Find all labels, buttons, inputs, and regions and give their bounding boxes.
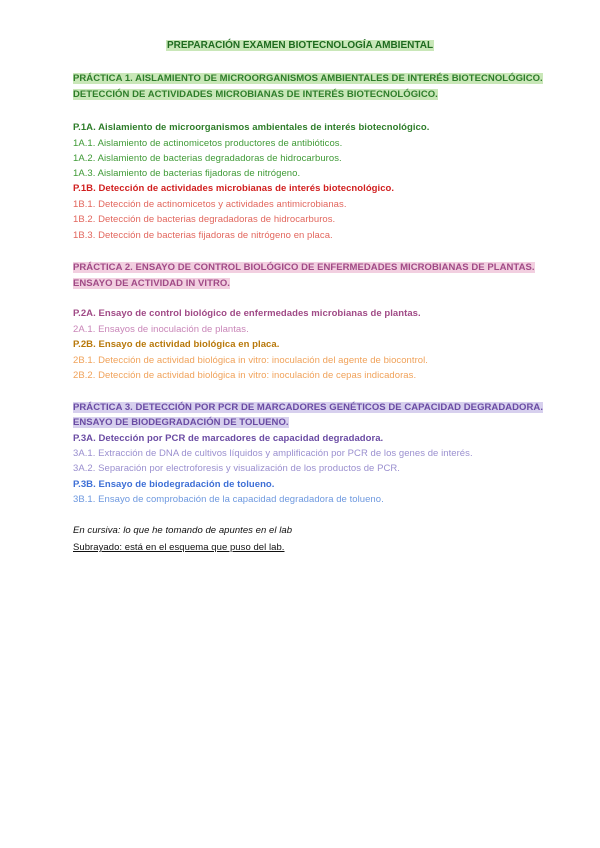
practica1-heading-line2: DETECCIÓN DE ACTIVIDADES MICROBIANAS DE INTERÉS BIOTECNOLÓGICO. xyxy=(73,89,438,100)
practica3-heading-line2: ENSAYO DE BIODEGRADACIÓN DE TOLUENO. xyxy=(73,417,289,428)
practica2-item-2b1: 2B.1. Detección de actividad biológica in vitro: inoculación del agente de biocontrol. xyxy=(73,355,428,366)
practica1-item-1b2: 1B.2. Detección de bacterias degradadoras de hidrocarburos. xyxy=(73,214,336,225)
practica1-heading-line1: PRÁCTICA 1. AISLAMIENTO DE MICROORGANISMOS AMBIENTALES DE INTERÉS BIOTECNOLÓGICO. xyxy=(73,73,543,84)
practica1-item-1a1: 1A.1. Aislamiento de actinomicetos productores de antibióticos. xyxy=(73,138,343,149)
legend-italic-note: En cursiva: lo que he tomando de apuntes en el lab xyxy=(73,525,293,536)
practica3-item-p3a: P.3A. Detección por PCR de marcadores de capacidad degradadora. xyxy=(73,433,384,444)
practica2-item-2a1: 2A.1. Ensayos de inoculación de plantas. xyxy=(73,324,249,335)
practica1-item-1b3: 1B.3. Detección de bacterias fijadoras de nitrógeno en placa. xyxy=(73,230,333,241)
practica3-item-3a1: 3A.1. Extracción de DNA de cultivos líquidos y amplificación por PCR de los genes de interés. xyxy=(73,448,473,459)
practica2-heading-line2: ENSAYO DE ACTIVIDAD IN VITRO. xyxy=(73,278,230,289)
practica1-item-1b1: 1B.1. Detección de actinomicetos y actividades antimicrobianas. xyxy=(73,199,347,210)
practica3-heading-line1: PRÁCTICA 3. DETECCIÓN POR PCR DE MARCADORES GENÉTICOS DE CAPACIDAD DEGRADADORA. xyxy=(73,402,544,413)
practica2-item-p2a: P.2A. Ensayo de control biológico de enfermedades microbianas de plantas. xyxy=(73,308,421,319)
practica3-item-3a2: 3A.2. Separación por electroforesis y visualización de los productos de PCR. xyxy=(73,463,400,474)
practica1-item-p1b: P.1B. Detección de actividades microbianas de interés biotecnológico. xyxy=(73,183,395,194)
practica2-item-p2b: P.2B. Ensayo de actividad biológica en placa. xyxy=(73,339,280,350)
practica1-item-p1a: P.1A. Aislamiento de microorganismos ambientales de interés biotecnológico. xyxy=(73,122,430,133)
practica3-item-p3b: P.3B. Ensayo de biodegradación de tolueno. xyxy=(73,479,275,490)
legend-underline-note: Subrayado: está en el esquema que puso del lab. xyxy=(73,542,285,553)
practica2-heading-line1: PRÁCTICA 2. ENSAYO DE CONTROL BIOLÓGICO DE ENFERMEDADES MICROBIANAS DE PLANTAS. xyxy=(73,262,535,273)
document-title: PREPARACIÓN EXAMEN BIOTECNOLOGÍA AMBIENTAL xyxy=(166,40,434,51)
practica2-item-2b2: 2B.2. Detección de actividad biológica in vitro: inoculación de cepas indicadoras. xyxy=(73,370,417,381)
practica1-item-1a2: 1A.2. Aislamiento de bacterias degradadoras de hidrocarburos. xyxy=(73,153,342,164)
practica3-item-3b1: 3B.1. Ensayo de comprobación de la capacidad degradadora de tolueno. xyxy=(73,494,384,505)
practica1-item-1a3: 1A.3. Aislamiento de bacterias fijadoras de nitrógeno. xyxy=(73,168,301,179)
